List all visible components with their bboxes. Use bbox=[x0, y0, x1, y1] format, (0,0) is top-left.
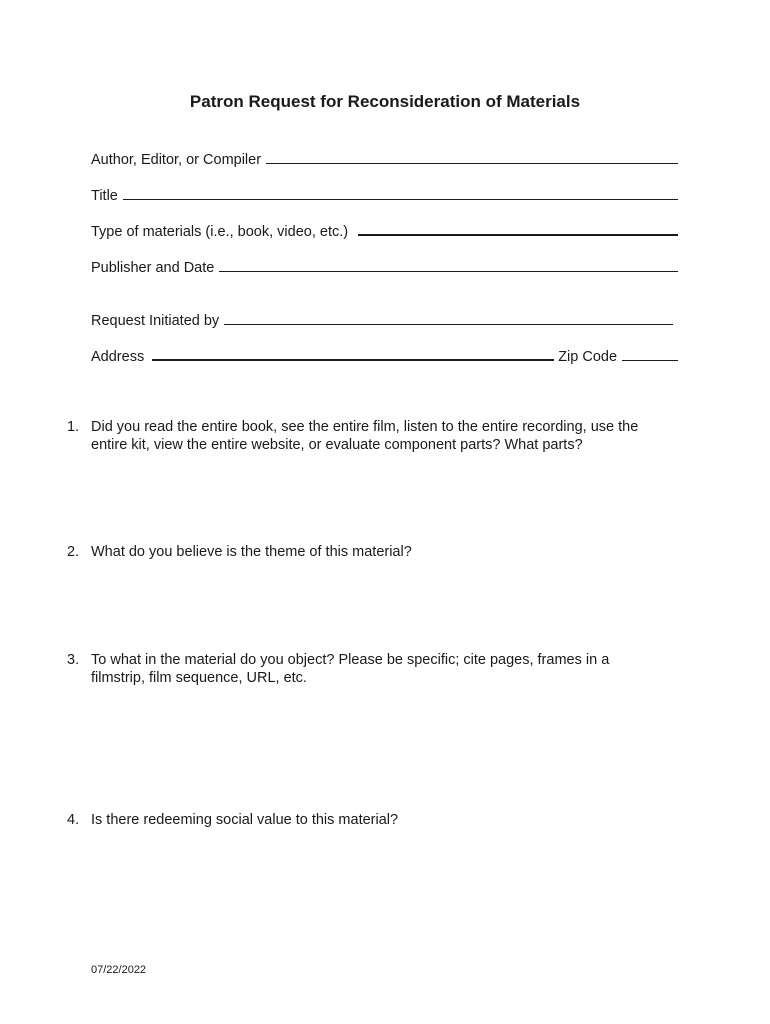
publisher-label: Publisher and Date bbox=[91, 260, 215, 276]
address-label: Address bbox=[91, 349, 145, 365]
question-text: Did you read the entire book, see the entire film, listen to the entire recording, use the entire kit, view the entire website, or evaluate component parts? What parts? bbox=[91, 419, 639, 453]
type-field bbox=[91, 220, 678, 240]
form-title: Patron Request for Reconsideration of Materials bbox=[189, 92, 581, 111]
question-1 bbox=[67, 418, 677, 454]
title-label: Title bbox=[91, 188, 118, 204]
question-number: 2. bbox=[67, 544, 80, 560]
address-field bbox=[91, 345, 678, 365]
question-text: What do you believe is the theme of this material? bbox=[91, 544, 412, 560]
question-2 bbox=[67, 543, 677, 561]
question-4 bbox=[67, 811, 677, 829]
initiated-by-label: Request Initiated by bbox=[91, 313, 220, 329]
initiated-by-blank-line[interactable] bbox=[224, 324, 673, 325]
title-blank-line[interactable] bbox=[123, 199, 678, 200]
question-number: 4. bbox=[67, 812, 80, 828]
type-label: Type of materials (i.e., book, video, etc.) bbox=[91, 224, 349, 240]
author-blank-line[interactable] bbox=[266, 163, 678, 164]
footer-date: 07/22/2022 bbox=[91, 964, 147, 976]
question-number: 1. bbox=[67, 419, 80, 435]
publisher-blank-line[interactable] bbox=[219, 271, 678, 272]
zip-label: Zip Code bbox=[558, 349, 618, 365]
question-text: To what in the material do you object? Please be specific; cite pages, frames in a filmstrip, film sequence, URL, etc. bbox=[91, 652, 610, 686]
question-3 bbox=[67, 651, 657, 687]
address-blank-line[interactable] bbox=[152, 359, 554, 361]
type-blank-line[interactable] bbox=[358, 234, 678, 236]
author-label: Author, Editor, or Compiler bbox=[91, 152, 262, 168]
zip-blank-line[interactable] bbox=[622, 360, 678, 361]
initiated-by-field bbox=[91, 309, 673, 329]
title-field bbox=[91, 184, 678, 204]
question-number: 3. bbox=[67, 652, 80, 668]
question-text: Is there redeeming social value to this material? bbox=[91, 812, 399, 828]
publisher-field bbox=[91, 256, 678, 276]
author-field bbox=[91, 148, 678, 168]
